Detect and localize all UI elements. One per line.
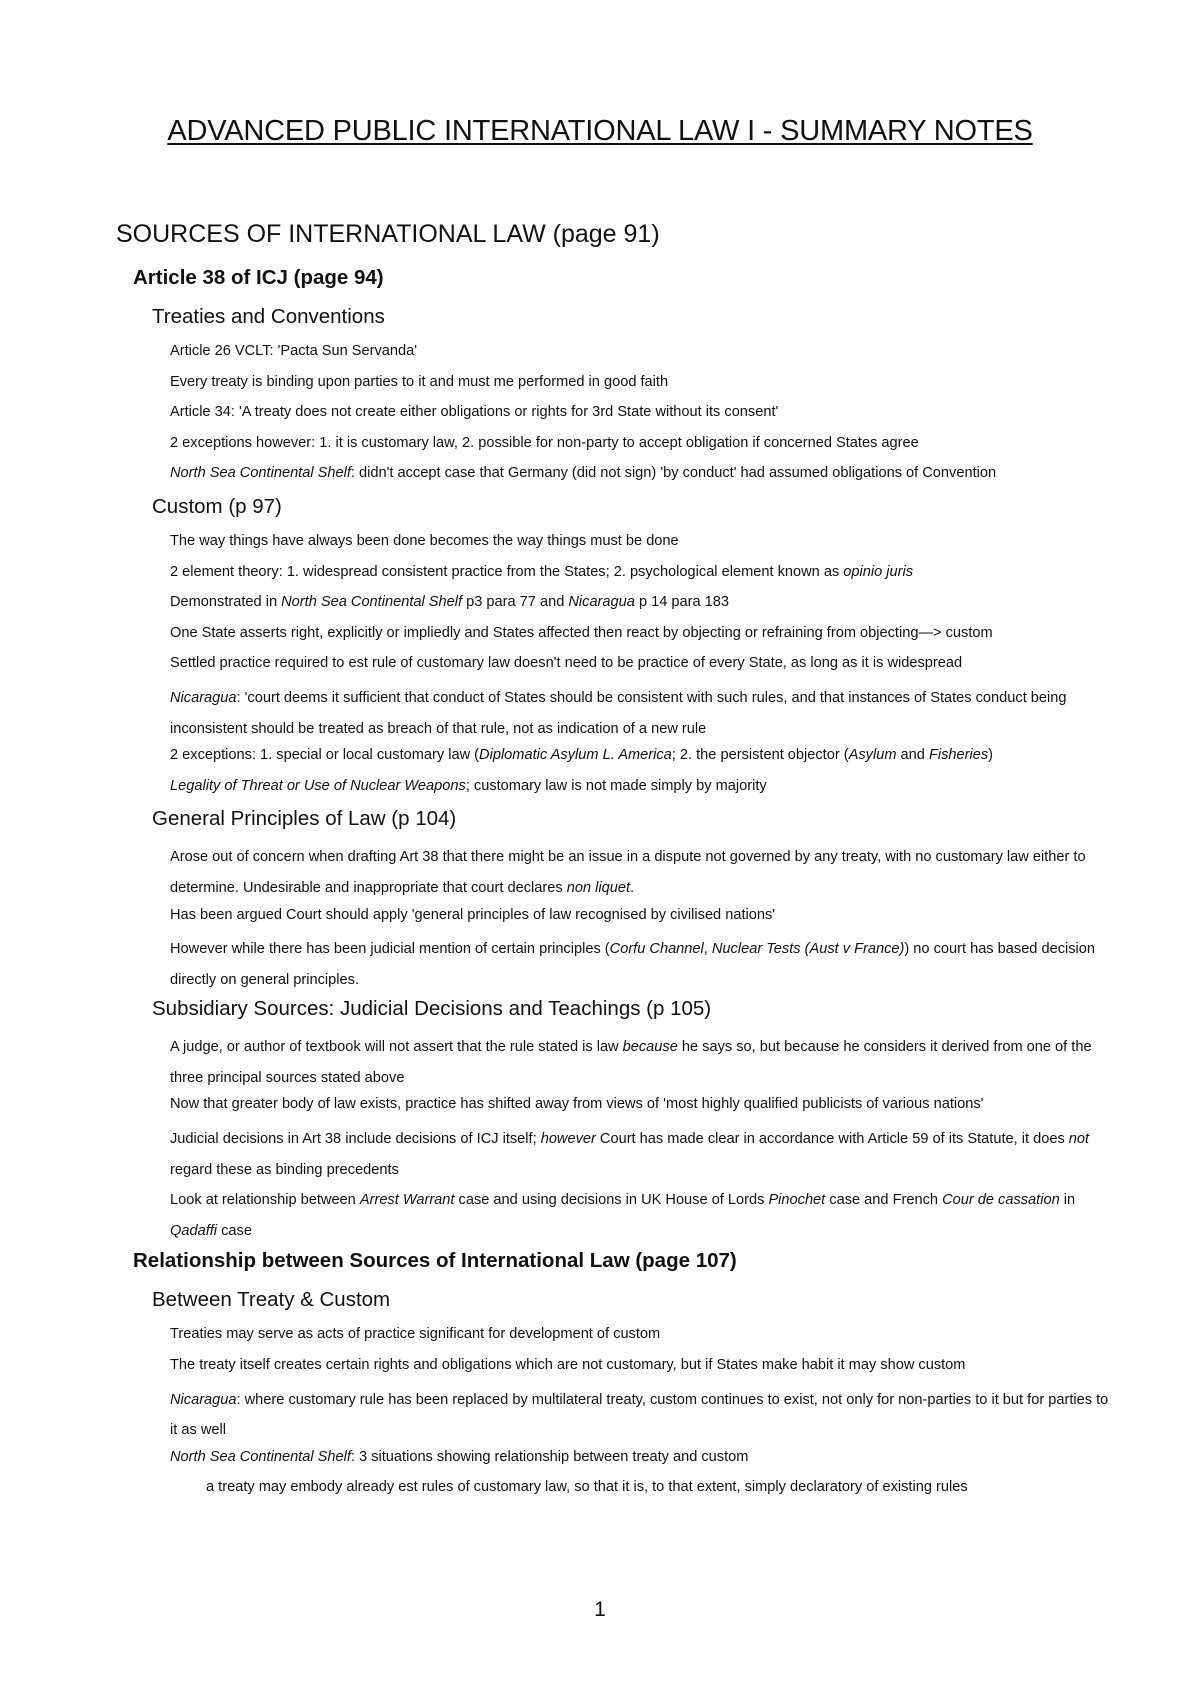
item-text: case	[217, 1222, 252, 1239]
item-text: 2 exceptions however: 1. it is customary law, 2. possible for non-party to accept obligation if concerned States agree	[170, 434, 919, 451]
outline-item-level-1	[0, 1246, 1200, 1286]
section-heading: SOURCES OF INTERNATIONAL LAW (page 91)	[116, 220, 660, 248]
document-title: ADVANCED PUBLIC INTERNATIONAL LAW I - SUMMARY NOTES	[167, 115, 1033, 147]
item-text: Has been argued Court should apply 'general principles of law recognised by civilised nations'	[170, 906, 776, 923]
italic-text: Corfu Channel	[609, 941, 704, 958]
italic-text: North Sea Continental Shelf	[170, 465, 351, 482]
italic-text: Nicaragua	[170, 689, 237, 706]
item-text: : 3 situations showing relationship between treaty and custom	[350, 1448, 749, 1465]
outline-item-level-3	[0, 591, 1200, 622]
item-text: in	[1059, 1192, 1076, 1209]
outline-item-level-3	[0, 842, 1200, 903]
outline-item-level-3	[0, 1323, 1200, 1354]
item-text: .	[630, 879, 635, 896]
outline-item-level-2	[0, 805, 1200, 842]
notes-outline	[0, 263, 1200, 1507]
italic-text: Nicaragua	[170, 1391, 237, 1408]
item-text: : 'court deems it sufficient that conduct of States should be consistent with such rules, and that instances of States conduct being inconsistent should be treated as breach of that rule, not as indication of a new rule	[170, 689, 1067, 737]
outline-item-level-3	[0, 462, 1200, 493]
item-text: Custom (p 97)	[152, 494, 282, 518]
item-text: Now that greater body of law exists, practice has shifted away from views of 'most highly qualified publicists of various nations'	[170, 1096, 984, 1113]
item-text: Article 26 VCLT: 'Pacta Sun Servanda'	[170, 343, 418, 359]
item-text: )	[988, 747, 994, 764]
item-text: Arose out of concern when drafting Art 38 that there might be an issue in a dispute not governed by any treaty, with no customary law either to determine. Undesirable and inappropriate that court declares	[170, 849, 1086, 896]
item-text: Treaties and Conventions	[152, 305, 385, 328]
outline-item-level-3	[0, 530, 1200, 561]
item-text: case and using decisions in UK House of Lords	[454, 1192, 769, 1209]
item-text: The way things have always been done becomes the way things must be done	[170, 532, 679, 549]
item-text: Relationship between Sources of International Law (page 107)	[133, 1249, 737, 1273]
outline-item-level-3	[0, 683, 1200, 744]
italic-text: because	[622, 1039, 678, 1056]
italic-text: Fisheries	[928, 747, 989, 764]
item-text: p3 para 77 and	[462, 594, 569, 611]
item-text: regard these as binding precedents	[170, 1161, 399, 1178]
item-text: Demonstrated in	[170, 594, 282, 611]
item-text: General Principles of Law (p 104)	[152, 807, 457, 831]
outline-item-level-3	[0, 1446, 1200, 1477]
item-text: 2 element theory: 1. widespread consistent practice from the States; 2. psychological element known as	[170, 563, 844, 580]
item-text: p 14 para 183	[634, 594, 730, 611]
italic-text: not	[1068, 1131, 1090, 1148]
italic-text: North Sea Continental Shelf	[170, 1448, 351, 1465]
item-text: Article 38 of ICJ (page 94)	[133, 266, 384, 289]
item-text: Treaties may serve as acts of practice significant for development of custom	[170, 1326, 661, 1343]
item-text: a treaty may embody already est rules of customary law, so that it is, to that extent, simply declaratory of existing rules	[206, 1479, 968, 1496]
outline-item-level-3	[0, 1354, 1200, 1385]
outline-item-level-3	[0, 561, 1200, 592]
outline-item-level-3	[0, 401, 1200, 432]
item-text: ; 2. the persistent objector (	[671, 747, 849, 764]
outline-item-level-3	[0, 432, 1200, 463]
outline-item-level-3	[0, 622, 1200, 653]
item-text: ) no court has based decision directly on general principles.	[170, 941, 1096, 988]
outline-item-level-3	[0, 340, 1200, 371]
italic-text: Cour de cassation	[942, 1192, 1060, 1209]
item-text: Court has made clear in accordance with Article 59 of its Statute, it does	[595, 1131, 1069, 1148]
item-text: Between Treaty & Custom	[152, 1288, 391, 1312]
outline-item-level-1	[0, 263, 1200, 303]
item-text: However while there has been judicial mention of certain principles (	[170, 941, 610, 958]
italic-text: Legality of Threat or Use of Nuclear Weapons	[170, 777, 466, 794]
italic-text: Nuclear Tests (Aust v France)	[711, 941, 905, 958]
outline-item-level-3	[0, 934, 1200, 995]
item-text: : where customary rule has been replaced by multilateral treaty, custom continues to exist, not only for non-parties to it but for parties to it as well	[170, 1391, 1109, 1439]
outline-item-level-2	[0, 995, 1200, 1032]
item-text: case and French	[825, 1192, 943, 1209]
item-text: Subsidiary Sources: Judicial Decisions and Teachings (p 105)	[152, 997, 712, 1021]
italic-text: non liquet	[566, 879, 630, 896]
outline-item-level-3	[0, 1032, 1200, 1093]
item-text: and	[896, 747, 929, 764]
outline-item-level-2	[0, 1286, 1200, 1323]
outline-item-level-2	[0, 493, 1200, 530]
outline-item-level-4	[0, 1476, 1200, 1507]
italic-text: Nicaragua	[568, 594, 635, 611]
item-text: Judicial decisions in Art 38 include decisions of ICJ itself;	[170, 1131, 541, 1148]
item-text: One State asserts right, explicitly or impliedly and States affected then react by objecting or refraining from objecting—> custom	[170, 624, 993, 641]
item-text: Look at relationship between	[170, 1192, 360, 1209]
item-text: ,	[703, 941, 712, 958]
italic-text: North Sea Continental Shelf	[281, 594, 463, 611]
outline-item-level-3	[0, 1124, 1200, 1185]
outline-item-level-3	[0, 1185, 1200, 1246]
item-text: he says so, but because he considers it derived from one of the three principal sources stated above	[170, 1039, 1092, 1086]
outline-item-level-2	[0, 303, 1200, 340]
item-text: Article 34: 'A treaty does not create either obligations or rights for 3rd State without its consent'	[170, 404, 779, 421]
outline-item-level-3	[0, 744, 1200, 775]
item-text: : didn't accept case that Germany (did not sign) 'by conduct' had assumed obligations of Convention	[350, 465, 997, 482]
outline-item-level-3	[0, 1093, 1200, 1124]
outline-item-level-3	[0, 371, 1200, 402]
italic-text: Arrest Warrant	[359, 1192, 455, 1209]
outline-item-level-3	[0, 1385, 1200, 1446]
item-text: 2 exceptions: 1. special or local customary law (	[170, 747, 480, 764]
item-text: A judge, or author of textbook will not assert that the rule stated is law	[170, 1039, 623, 1056]
item-text: Every treaty is binding upon parties to it and must me performed in good faith	[170, 373, 669, 390]
item-text: Settled practice required to est rule of customary law doesn't need to be practice of every State, as long as it is widespread	[170, 655, 963, 672]
italic-text: Pinochet	[768, 1192, 826, 1209]
page-number: 1	[594, 1598, 606, 1621]
italic-text: Diplomatic Asylum L. America	[479, 747, 672, 764]
item-text: ; customary law is not made simply by majority	[465, 777, 767, 794]
italic-text: Qadaffi	[170, 1222, 218, 1239]
item-text: The treaty itself creates certain rights and obligations which are not customary, but if States make habit it may show custom	[170, 1357, 966, 1374]
italic-text: opinio juris	[843, 563, 914, 580]
outline-item-level-3	[0, 652, 1200, 683]
outline-item-level-3	[0, 775, 1200, 806]
outline-item-level-3	[0, 904, 1200, 935]
italic-text: however	[540, 1131, 596, 1148]
italic-text: Asylum	[848, 747, 897, 764]
